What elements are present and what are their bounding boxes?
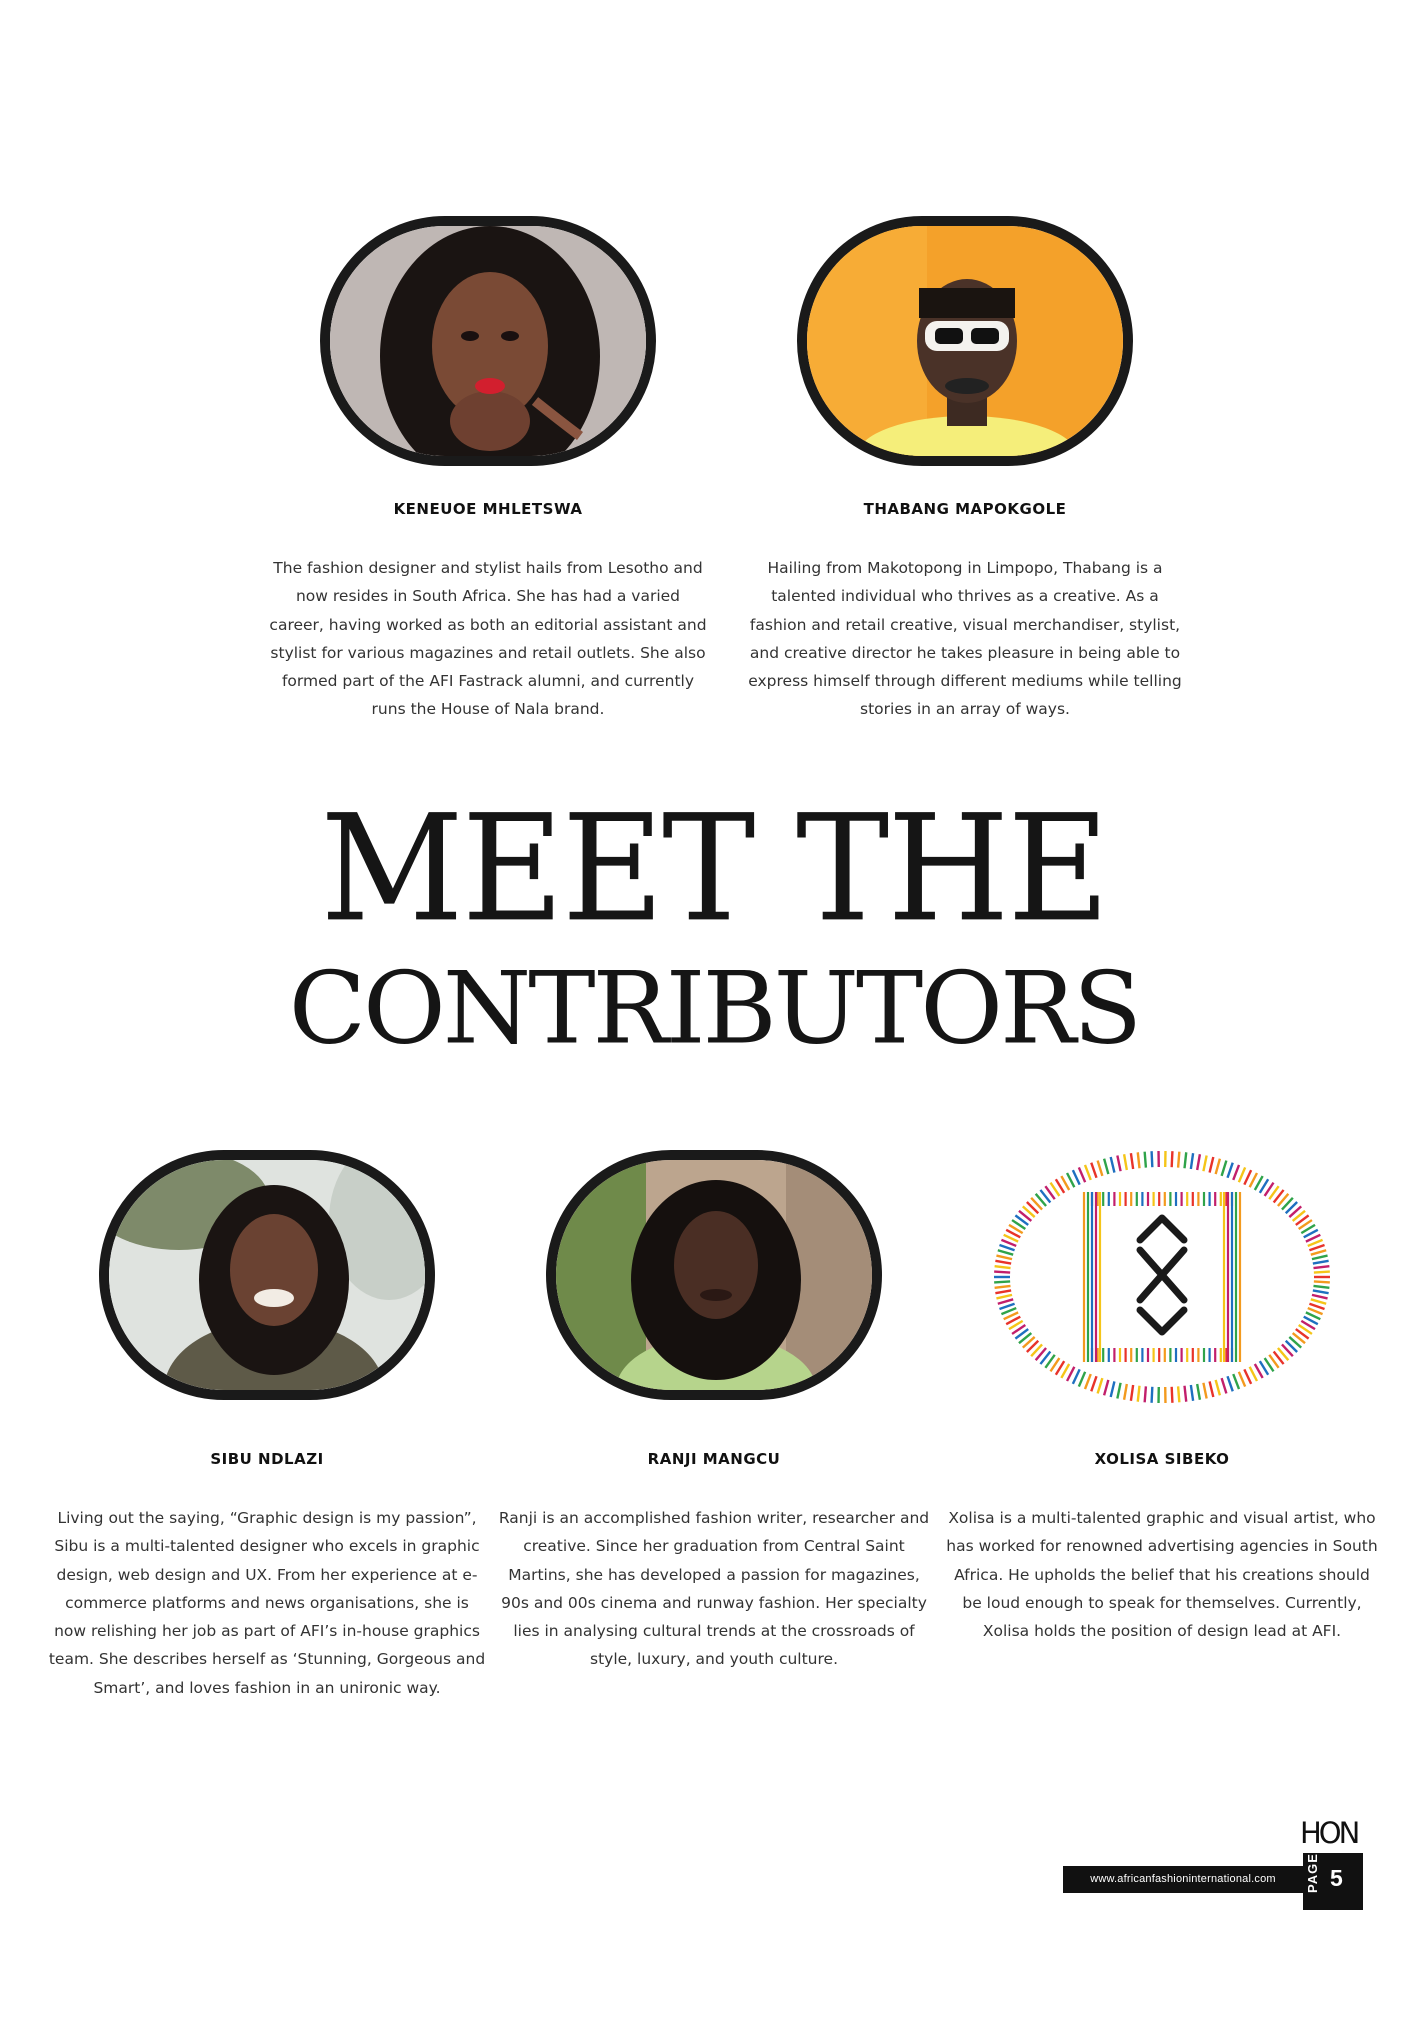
contributor-card-xolisa	[942, 1150, 1382, 1730]
contributor-bio: Living out the saying, “Graphic design is my passion”, Sibu is a multi-talented designer who excels in graphic design, web design and UX. From her experience at e-commerce platforms and news organisations, she is now relishing her job as part of AFI’s in-house graphics team. She describes herself as ‘Stunning, Gorgeous and Smart’, and loves fashion in an unironic way.	[48, 1509, 486, 1697]
publication-logo: HON	[1300, 1816, 1358, 1850]
contributor-bio: Ranji is an accomplished fashion writer, researcher and creative. Since her graduation from Central Saint Martins, she has developed a passion for magazines, 90s and 00s cinema and runway fashion. Her specialty lies in analysing cultural trends at the crossroads of style, luxury, and youth culture.	[498, 1509, 930, 1669]
contributor-card-keneuoe	[268, 216, 708, 726]
headline-contributors: CONTRIBUTORS	[288, 950, 1140, 1066]
page-indicator	[1303, 1853, 1363, 1910]
contributor-name: XOLISA SIBEKO	[1094, 1450, 1230, 1468]
contributor-name: RANJI MANGCU	[647, 1450, 781, 1468]
contributor-card-thabang	[745, 216, 1185, 726]
page-label: PAGE	[1305, 1853, 1320, 1893]
contributor-name: THABANG MAPOKGOLE	[863, 500, 1067, 518]
website-url[interactable]: www.africanfashioninternational.com	[1063, 1866, 1303, 1893]
contributor-name: SIBU NDLAZI	[210, 1450, 324, 1468]
contributor-bio: Xolisa is a multi-talented graphic and visual artist, who has worked for renowned advertising agencies in South Africa. He upholds the belief that his creations should be loud enough to speak for themselves. Currently, Xolisa holds the position of design lead at AFI.	[946, 1509, 1378, 1641]
contributor-bio: The fashion designer and stylist hails from Lesotho and now resides in South Africa. She has had a varied career, having worked as both an editorial assistant and stylist for various magazines and retail outlets. She also formed part of the AFI Fastrack alumni, and currently runs the House of Nala brand.	[269, 559, 707, 719]
portrait-sibu	[99, 1150, 435, 1400]
portrait-keneuoe	[320, 216, 656, 466]
contributor-bio: Hailing from Makotopong in Limpopo, Thabang is a talented individual who thrives as a creative. As a fashion and retail creative, visual merchandiser, stylist, and creative director he takes pleasure in being able to express himself through different mediums while telling stories in an array of ways.	[748, 559, 1182, 719]
page-number: 5	[1330, 1865, 1343, 1891]
contributor-name: KENEUOE MHLETSWA	[393, 500, 583, 518]
portrait-ranji	[546, 1150, 882, 1400]
portrait-thabang	[797, 216, 1133, 466]
contributor-card-ranji	[494, 1150, 934, 1730]
afi-logo-emblem	[992, 1150, 1332, 1404]
contributor-card-sibu	[47, 1150, 487, 1730]
headline-meet-the: MEET THE	[320, 783, 1108, 956]
